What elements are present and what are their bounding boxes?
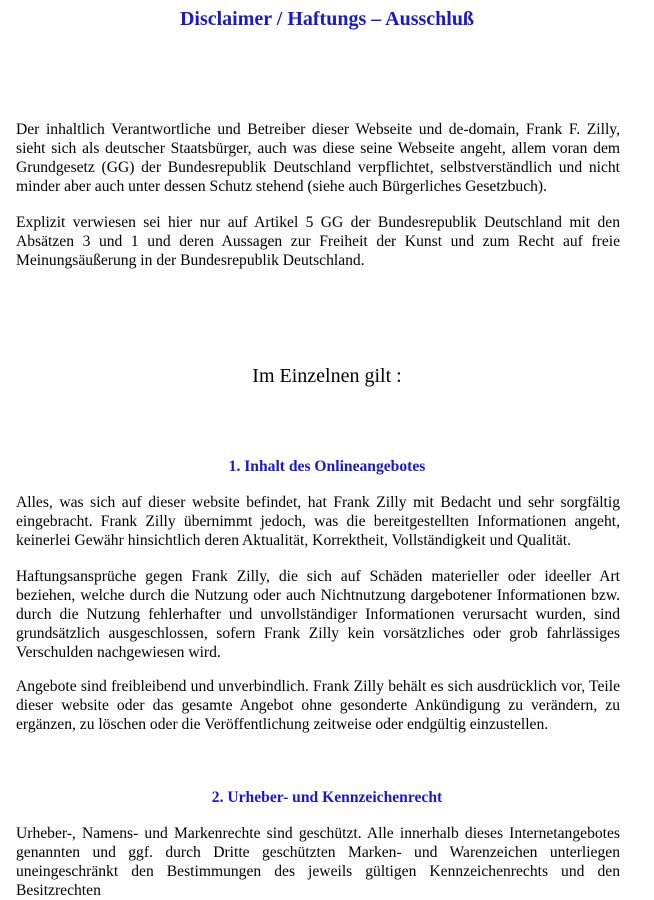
section-1-paragraph-1: Alles, was sich auf dieser website befindet, hat Frank Zilly mit Bedacht und sehr sorgfältig eingebracht. Frank Zilly übernimmt jedoch, was die bereitgestellten Informationen angeht, keinerlei Gewähr hinsichtlich deren Aktualität, Korrektheit, Vollständigkeit und Qualität. [16,494,620,549]
section-2-paragraph-1: Urheber-, Namens- und Markenrechte sind geschützt. Alle innerhalb dieses Internetangebotes genannten und ggf. durch Dritte geschützten Marken- und Warenzeichen unterliegen uneingeschränkt den Bestimmungen des jeweils gültigen Kennzeichenrechts und den Besitzrechten [16,825,620,899]
intro-paragraph-1: Der inhaltlich Verantwortliche und Betreiber dieser Webseite und de-domain, Frank F. Zilly, sieht sich als deutscher Staatsbürger, auch was diese seine Webseite angeht, allem voran dem Grundgesetz (GG) der Bundesrepublik Deutschland verpflichtet, selbstverständlich und nicht minder aber auch unter dessen Schutz stehend (siehe auch Bürgerliches Gesetzbuch). [16,121,620,195]
section-heading-2: 2. Urheber- und Kennzeichenrecht [211,789,443,806]
section-heading-1: 1. Inhalt des Onlineangebotes [228,458,426,475]
page-title: Disclaimer / Haftungs – Ausschluß [179,8,475,30]
section-1-paragraph-2: Haftungsansprüche gegen Frank Zilly, die sich auf Schäden materieller oder ideeller Art beziehen, welche durch die Nutzung oder auch Nichtnutzung dargebotener Informationen bzw. durch die Nutzung fehlerhafter und unvollständiger Informationen verursacht wurden, sind grundsätzlich ausgeschlossen, sofern Frank Zilly kein vorsätzliches oder grob fahrlässiges Verschulden nachgewiesen wird. [16,568,620,661]
intro-paragraph-2: Explizit verwiesen sei hier nur auf Artikel 5 GG der Bundesrepublik Deutschland mit den Absätzen 3 und 1 und deren Aussagen zur Freiheit der Kunst und zum Recht auf freie Meinungsäußerung in der Bundesrepublik Deutschland. [16,214,620,269]
section-1-paragraph-3: Angebote sind freibleibend und unverbindlich. Frank Zilly behält es sich ausdrücklich vor, Teile dieser website oder das gesamte Angebot ohne gesonderte Ankündigung zu verändern, zu ergänzen, zu löschen oder die Veröffentlichung zeitweise oder endgültig einzustellen. [16,678,620,733]
subtitle: Im Einzelnen gilt : [252,365,402,387]
